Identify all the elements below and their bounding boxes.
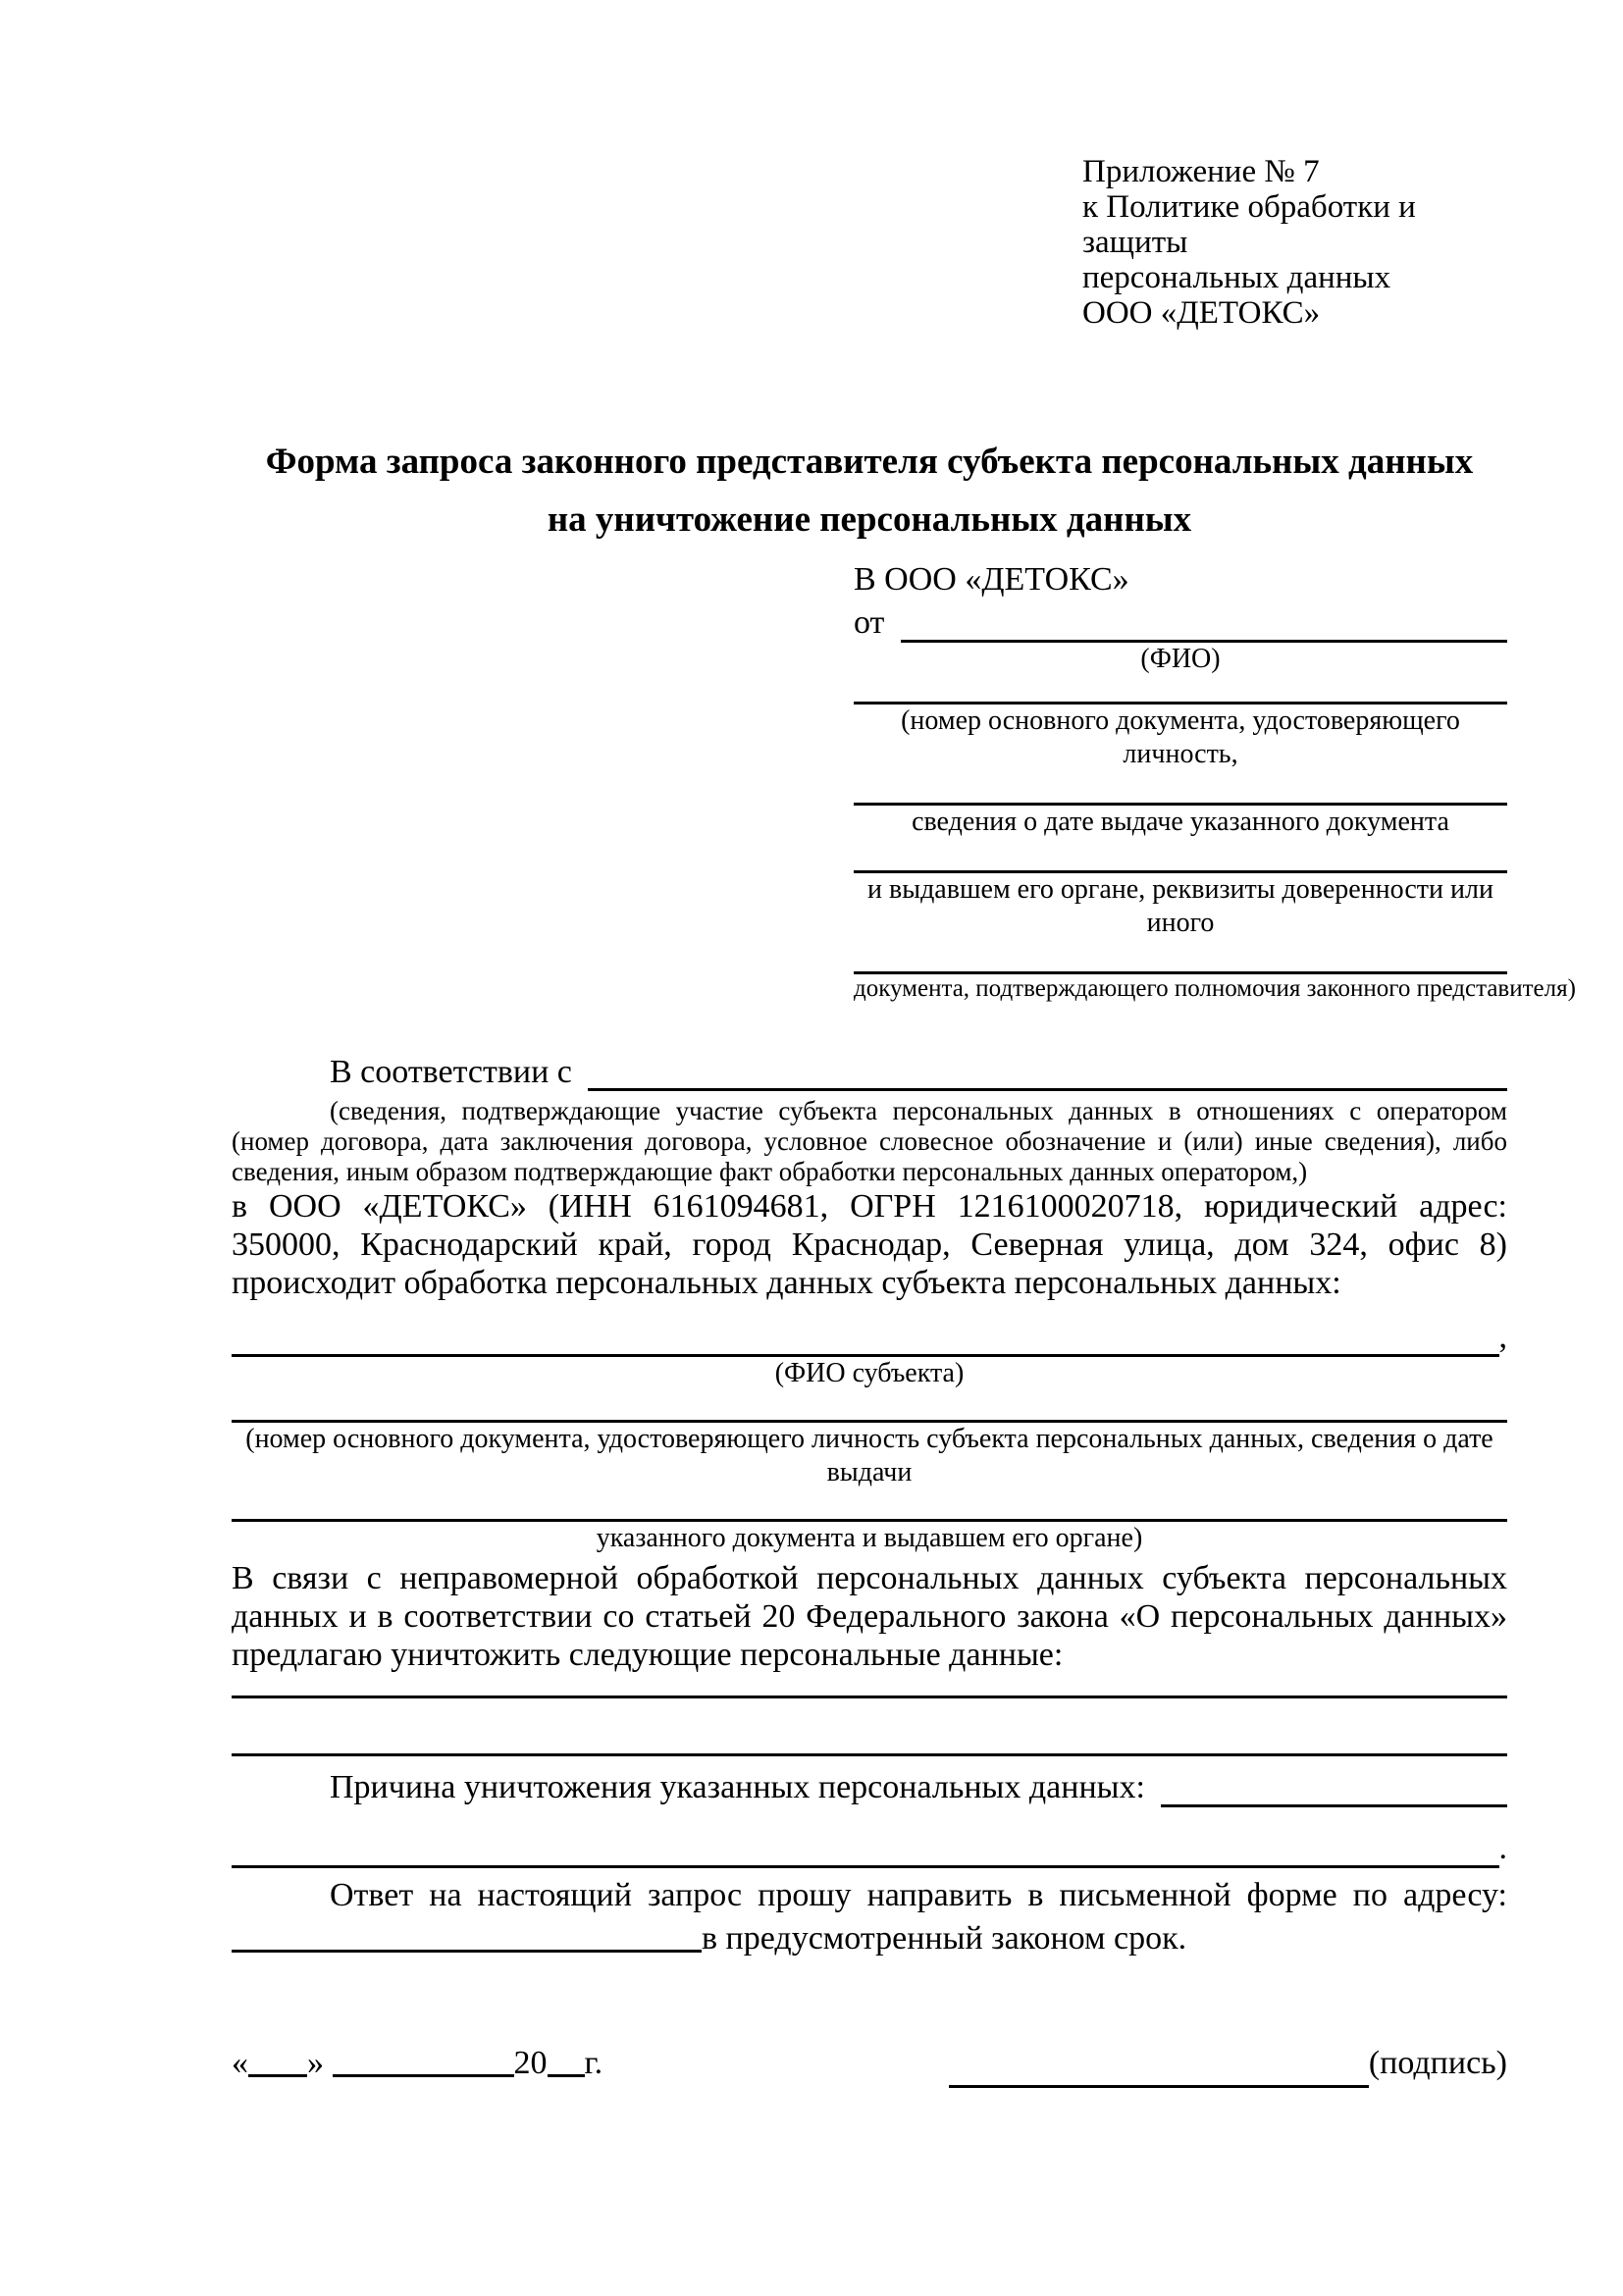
request-paragraph: В связи с неправомерной обработкой персональных данных субъекта персональных данных и в соответствии со статьей 20 Федерального закона «О персональных данных» предлагаю уничтожить следующие персональные данные: xyxy=(232,1560,1507,1673)
data-to-destroy-blank-line-2 xyxy=(232,1753,1507,1756)
reason-field xyxy=(232,1768,1507,1807)
subject-document-caption-2: указанного документа и выдавшем его органе) xyxy=(596,1523,1143,1553)
from-label: от xyxy=(854,604,893,641)
response-address-field xyxy=(232,1916,1507,1960)
accordance-label: В соответствии с xyxy=(330,1054,581,1090)
blank-line-caption: сведения о дате выдаче указанного документа xyxy=(912,807,1449,837)
blank-line-caption: и выдавшем его органе, реквизиты доверенности или иного xyxy=(867,874,1493,938)
accordance-fineprint: (сведения, подтверждающие участие субъекта персональных данных в отношениях с оператором (номер договора, дата заключения договора, условное словесное обозначение и (или) иные сведения), либо сведения, иным образом подтверждающие факт обработки персональных данных оператором,) xyxy=(232,1096,1507,1186)
from-blank-line xyxy=(901,606,1507,643)
date-field xyxy=(232,2043,602,2084)
close-quote: » xyxy=(307,2045,324,2081)
page-title xyxy=(232,433,1507,548)
subject-fio-caption: (ФИО субъекта) xyxy=(774,1358,965,1388)
month-blank-line xyxy=(333,2074,514,2077)
year-blank-line xyxy=(548,2074,585,2077)
subject-fio-field xyxy=(232,1318,1507,1357)
subject-fio-blank-line xyxy=(232,1321,1499,1357)
from-field xyxy=(854,603,1507,643)
signature-caption: (подпись) xyxy=(1368,2045,1507,2081)
annex-header-line: персональных данных xyxy=(1082,260,1391,295)
trailing-comma: , xyxy=(1498,1319,1507,1355)
page-title-line-1: Форма запроса законного представителя субъекта персональных данных xyxy=(265,442,1474,482)
accordance-blank-line xyxy=(588,1055,1507,1091)
annex-header-line: Приложение № 7 xyxy=(1082,154,1320,189)
response-address-blank-line xyxy=(232,1950,702,1953)
annex-header xyxy=(1082,154,1507,331)
year-prefix: 20 xyxy=(513,2045,548,2081)
year-suffix: г. xyxy=(584,2045,603,2081)
accordance-field xyxy=(232,1053,1507,1091)
trailing-period: . xyxy=(1498,1830,1507,1866)
footer-row xyxy=(232,2043,1507,2084)
day-blank-line xyxy=(248,2074,307,2077)
operator-paragraph: в ООО «ДЕТОКС» (ИНН 6161094681, ОГРН 1216100020718, юридический адрес: 350000, Краснодарский край, город Краснодар, Северная улица, дом 324, офис 8) происходит обработка персональных данных субъекта персональных данных: xyxy=(232,1188,1507,1301)
data-to-destroy-blank-line-1 xyxy=(232,1696,1507,1698)
open-quote: « xyxy=(232,2045,248,2081)
addressee-block xyxy=(854,560,1576,1004)
reason-blank-line-2 xyxy=(232,1832,1499,1868)
fio-caption: (ФИО) xyxy=(1140,644,1221,674)
blank-line-caption: документа, подтверждающего полномочия законного представителя) xyxy=(854,975,1576,1002)
reason-blank-line xyxy=(1161,1771,1507,1807)
reason-label: Причина уничтожения указанных персональных данных: xyxy=(330,1769,1154,1805)
annex-header-line: к Политике обработки и защиты xyxy=(1082,189,1416,260)
page-title-line-2: на уничтожение персональных данных xyxy=(547,499,1192,540)
subject-document-caption-1: (номер основного документа, удостоверяющего личность субъекта персональных данных, сведения о дате выдачи xyxy=(245,1424,1493,1487)
signature-field xyxy=(949,2043,1507,2084)
reason-continuation-field xyxy=(232,1829,1507,1868)
response-tail-text: в предусмотренный законом срок. xyxy=(702,1920,1187,1957)
addressee-company: В ООО «ДЕТОКС» xyxy=(854,561,1129,598)
annex-header-line: ООО «ДЕТОКС» xyxy=(1082,295,1321,331)
response-paragraph: Ответ на настоящий запрос прошу направить в письменной форме по адресу: xyxy=(330,1877,1507,1913)
signature-blank-line xyxy=(949,2085,1369,2088)
blank-line-caption: (номер основного документа, удостоверяющего личность, xyxy=(901,705,1460,769)
